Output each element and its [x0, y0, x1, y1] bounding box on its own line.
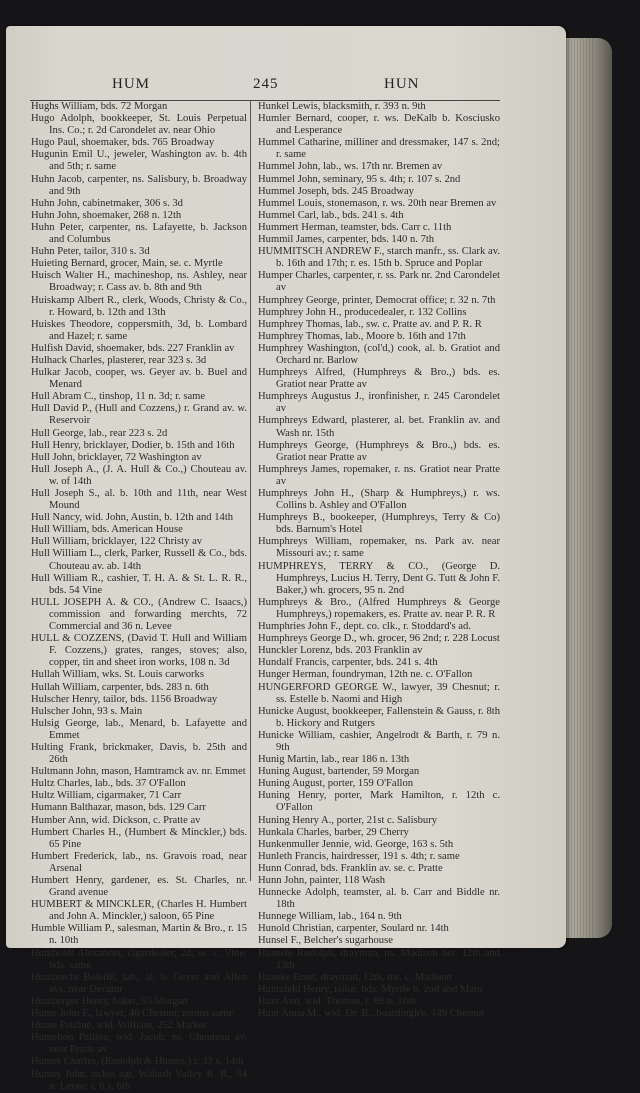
directory-entry: Hummert Herman, teamster, bds. Carr c. 11th — [258, 221, 452, 233]
directory-entry: Hunn Conrad, bds. Franklin av. se. c. Pratte — [258, 862, 443, 874]
directory-entry: Huning Henry A., porter, 21st c. Salisbury — [258, 814, 438, 826]
directory-entry: Hunnecke Adolph, teamster, al. b. Carr and Biddle nr. 18th — [258, 887, 500, 911]
directory-entry: Hunckler Lorenz, bds. 203 Franklin av — [258, 645, 423, 657]
directory-entry: Hulfish David, shoemaker, bds. 227 Franklin av — [31, 342, 235, 354]
directory-entry: Hulting Frank, brickmaker, Davis, b. 25th and 26th — [31, 741, 247, 766]
directory-entry: Hull William, bricklayer, 122 Christy av — [31, 536, 203, 548]
directory-entry: Hull Nancy, wid. John, Austin, b. 12th and 14th — [31, 512, 234, 524]
directory-entry: Hulscher John, 93 s. Main — [31, 705, 143, 717]
running-head-right: HUN — [384, 76, 420, 92]
directory-entry: Hummel Carl, lab., bds. 241 s. 4th — [258, 209, 404, 221]
directory-entry: Huisch Walter H., machineshop, ns. Ashley, near Broadway; r. Cass av. b. 8th and 9th — [31, 270, 247, 294]
directory-entry: Humboldt Alexander, cigardealer, 2d, se. c. Vine; bds. same — [31, 947, 247, 971]
directory-entry: Hull John, bricklayer, 72 Washington av — [31, 451, 202, 463]
directory-entry: Humphreys William, ropemaker, ns. Park av. near Missouri av.; r. same — [258, 536, 500, 560]
directory-entry: Hunkenmuller Jennie, wid. George, 163 s. 5th — [258, 838, 454, 850]
directory-entry: Hummel John, lab., ws. 17th nr. Bremen av — [258, 161, 443, 173]
column-divider — [250, 101, 251, 881]
directory-entry: Hulsig George, lab., Menard, b. Lafayette and Emmet — [31, 717, 247, 741]
directory-entry: Huieting Bernard, grocer, Main, se. c. Myrtle — [31, 258, 223, 270]
running-head-left: HUM — [112, 76, 151, 92]
directory-entry: Humphreys George D., wh. grocer, 96 2nd; r. 228 Locust — [258, 633, 500, 645]
directory-entry: Hunicke August, bookkeeper, Fallenstein & Gauss, r. 8th b. Hickory and Rutgers — [258, 705, 500, 729]
directory-entry: Huning August, bartender, 59 Morgan — [258, 766, 420, 778]
directory-entry: Hull William, bds. American House — [31, 524, 183, 536]
directory-entry: Hummel Catharine, milliner and dressmaker, 147 s. 2nd; r. same — [258, 137, 500, 161]
directory-entry: Humberger Henry, baker, 93 Morgan — [31, 995, 188, 1007]
directory-entry: HUMPHREYS, TERRY & CO., (George D. Humphreys, Lucius H. Terry, Dent G. Tutt & John F. Baker,) wh. grocers, 95 n. 2nd — [258, 560, 500, 596]
directory-entry: Hummel Louis, stonemason, r. ws. 20th near Bremen av — [258, 197, 497, 209]
directory-entry: Hume John F., lawyer, 46 Chesnut; rooms same — [31, 1008, 234, 1020]
directory-entry: Humphreys Augustus J., ironfinisher, r. 245 Carondelet av — [258, 391, 500, 415]
directory-entry: Humbert Charles H., (Humbert & Minckler,) bds. 65 Pine — [31, 826, 247, 850]
directory-entry: Hunn John, painter, 118 Wash — [258, 875, 386, 886]
directory-entry: Humphreys Alfred, (Humphreys & Bro.,) bds. es. Gratiot near Pratte av — [258, 367, 500, 391]
directory-entry: Hunleth Francis, hairdresser, 191 s. 4th; r. same — [258, 850, 460, 862]
directory-entry: Huning August, porter, 159 O'Fallon — [258, 778, 414, 790]
directory-entry: Hulkar Jacob, cooper, ws. Geyer av. b. Buel and Menard — [31, 367, 247, 391]
directory-entry: Hulhack Charles, plasterer, rear 323 s. 3d — [31, 354, 207, 366]
left-column — [31, 101, 247, 1093]
directory-entry: Humphrey John H., producedealer, r. 132 Collins — [258, 306, 467, 318]
directory-entry: Hummel Joseph, bds. 245 Broadway — [258, 185, 414, 197]
directory-entry: Humble William P., salesman, Martin & Bro., r. 15 n. 10th — [31, 923, 247, 947]
directory-entry: Huntzfeld Henry, tailor, bds. Myrtle b. 2nd and Main — [258, 983, 483, 995]
directory-entry: Hunger Herman, foundryman, 12th ne. c. O'Fallon — [258, 669, 473, 681]
directory-entry: Huning Henry, porter, Mark Hamilton, r. 12th c. O'Fallon — [258, 790, 500, 814]
directory-entry: HUMBERT & MINCKLER, (Charles H. Humbert and John A. Minckler,) saloon, 65 Pine — [31, 899, 247, 923]
directory-entry: Hume Pauline, wid. William, 252 Market — [31, 1020, 207, 1032]
directory-entry: Huhn Peter, carpenter, ns. Lafayette, b. Jackson and Columbus — [31, 221, 247, 246]
directory-entry: Humes Charles, (Rudolph & Humes,) r. 33 s. 14th — [31, 1056, 244, 1068]
directory-entry: Humphreys B., bookeeper, (Humphreys, Terry & Co) bds. Barnum's Hotel — [258, 512, 500, 536]
directory-entry: Humphries John F., dept. co. clk., r. Stoddard's ad. — [258, 621, 471, 633]
directory-entry: Hull George, lab., rear 223 s. 2d — [31, 427, 168, 439]
directory-entry: Hunt Anna M., wid. Dr. B., boardingh'e, 149 Chesnut — [258, 1008, 485, 1020]
directory-entry: Hull Abram C., tinshop, 11 n. 3d; r. same — [31, 391, 206, 403]
right-column — [258, 101, 500, 1020]
directory-entry: Hulscher Henry, tailor, bds. 1156 Broadway — [31, 693, 218, 705]
directory-entry: Hundalf Francis, carpenter, bds. 241 s. 4th — [258, 657, 438, 669]
directory-entry: Humphrey Thomas, lab., Moore b. 16th and 17th — [258, 330, 466, 342]
directory-entry: Hunnege William, lab., 164 n. 9th — [258, 911, 402, 923]
directory-entry: Humphreys John H., (Sharp & Humphreys,) r. ws. Collins b. Ashley and O'Fallon — [258, 488, 500, 512]
directory-entry: Hullah William, wks. St. Louis carworks — [31, 669, 204, 681]
directory-entry: Humphrey Washington, (col'd,) cook, al. b. Gratiot and Orchard nr. Barlow — [258, 342, 500, 366]
directory-entry: Humann Balthazar, mason, bds. 129 Carr — [31, 802, 206, 814]
directory-entry: Humphreys James, ropemaker, r. ns. Gratiot near Pratte av — [258, 463, 500, 487]
directory-entry: Humbrecht Boletill, lab., al. b. Geyer and Allen avs. near Decatur — [31, 971, 247, 995]
directory-entry: Hull Joseph A., (J. A. Hull & Co.,) Chouteau av. w. of 14th — [31, 463, 247, 487]
directory-entry: Humbert Henry, gardener, es. St. Charles, nr. Grand avenue — [31, 875, 247, 899]
directory-entry: Humphrey George, printer, Democrat office; r. 32 n. 7th — [258, 294, 496, 306]
directory-entry: Huhn John, cabinetmaker, 306 s. 3d — [31, 197, 183, 209]
directory-entry: Hunkala Charles, barber, 29 Cherry — [258, 826, 409, 838]
directory-entry: Humphreys Edward, plasterer, al. bet. Franklin av. and Wash nr. 15th — [258, 415, 500, 439]
directory-entry: HULL JOSEPH A. & CO., (Andrew C. Isaacs,) commission and forwarding merchts, 72 Commercial and 36 n. Levee — [31, 596, 247, 633]
directory-entry: Huhn Jacob, carpenter, ns. Salisbury, b. Broadway and 9th — [31, 173, 247, 197]
directory-entry: Hugo Paul, shoemaker, bds. 765 Broadway — [31, 137, 215, 149]
directory-entry: Humphreys George, (Humphreys & Bro.,) bds. es. Gratiot near Pratte av — [258, 439, 500, 463]
directory-entry: Huiskamp Albert R., clerk, Woods, Christy & Co., r. Howard, b. 12th and 13th — [31, 294, 247, 318]
directory-entry: Hull David P., (Hull and Cozzens,) r. Grand av. w. Reservoir — [31, 403, 247, 427]
directory-entry: Hull William R., cashier, T. H. A. & St. L. R. R., bds. 54 Vine — [31, 572, 247, 596]
directory-entry: Humbert Frederick, lab., ns. Gravois road, near Arsenal — [31, 850, 247, 874]
directory-entry: Hunold Christian, carpenter, Soulard nr. 14th — [258, 923, 449, 935]
directory-entry: HULL & COZZENS, (David T. Hull and William F. Cozzens,) grates, ranges, stoves; also, copper, tin and sheet iron works, 108 n. 3d — [31, 633, 247, 669]
directory-entry: Humphrey Thomas, lab., sw. c. Pratte av. and P. R. R — [258, 318, 482, 330]
directory-entry: Hull William L., clerk, Parker, Russell & Co., bds. Chouteau av. ab. 14th — [31, 548, 247, 572]
directory-entry: HUNGERFORD GEORGE W., lawyer, 39 Chesnut; r. ss. Estelle b. Naomi and High — [258, 681, 500, 705]
directory-entry: HUMMITSCH ANDREW F., starch manfr., ss. Clark av. b. 16th and 17th; r. es. 15th b. Spruce and Poplar — [258, 246, 500, 270]
directory-entry: Hultz Charles, lab., bds. 37 O'Fallon — [31, 778, 186, 790]
directory-entry: Humes John, ticket agt. Wabash Valley R. R., 54 n. Levee; r. 6 s. 6th — [31, 1068, 247, 1092]
directory-entry: Hunicke William, cashier, Angelrodt & Barth, r. 79 n. 9th — [258, 729, 500, 753]
directory-entry: Huiskes Theodore, coppersmith, 3d, b. Lombard and Hazel; r. same — [31, 318, 247, 342]
directory-entry: Hunig Martin, lab., rear 186 n. 13th — [258, 754, 410, 766]
directory-entry: Humber Ann, wid. Dickson, c. Pratte av — [31, 814, 201, 826]
directory-entry: Huhn Peter, tailor, 310 s. 3d — [31, 246, 150, 258]
directory-entry: Huhn John, shoemaker, 268 n. 12th — [31, 209, 182, 221]
directory-entry: Hunsele Rudolph, drayman, ns. Madison bet. 12th and 13th — [258, 947, 500, 971]
directory-entry: Hummel John, seminary, 95 s. 4th; r. 107 s. 2nd — [258, 173, 461, 185]
directory-entry: Humler Bernard, cooper, r. ws. DeKalb b. Kosciusko and Lesperance — [258, 113, 500, 137]
directory-entry: Hunt Ann, wid. Thomas, r. 69 n. 16th — [258, 995, 417, 1007]
page-number: 245 — [253, 76, 279, 92]
directory-entry: Hullah William, carpenter, bds. 283 n. 6th — [31, 681, 209, 693]
directory-entry: Hugunin Emil U., jeweler, Washington av. b. 4th and 5th; r. same — [31, 149, 247, 173]
directory-entry: Hultmann John, mason, Hamtramck av. nr. Emmet — [31, 766, 246, 778]
directory-entry: Hunsel F., Belcher's sugarhouse — [258, 935, 393, 947]
directory-entry: Hunkel Lewis, blacksmith, r. 393 n. 9th — [258, 101, 426, 112]
directory-entry: Humper Charles, carpenter, r. ss. Park nr. 2nd Carondelet av — [258, 270, 500, 294]
directory-entry: Hull Henry, bricklayer, Dodier, b. 15th and 16th — [31, 439, 235, 451]
directory-entry: Hultz William, cigarmaker, 71 Carr — [31, 790, 182, 802]
directory-entry: Humelton Palissa, wid. Jacob, ns. Chouteau av. near Pratte av — [31, 1032, 247, 1056]
directory-entry: Humphreys & Bro., (Alfred Humphreys & George Humphreys,) ropemakers, es. Pratte av. near P. R. R — [258, 596, 500, 620]
directory-entry: Hunske Ernst, drayman, 12th, nw. c. Madison — [258, 971, 452, 983]
directory-entry: Hugo Adolph, bookkeeper, St. Louis Perpetual Ins. Co.; r. 2d Carondelet av. near Ohio — [31, 113, 247, 137]
directory-entry: Hughs William, bds. 72 Morgan — [31, 101, 168, 112]
directory-entry: Hull Joseph S., al. b. 10th and 11th, near West Mound — [31, 488, 247, 512]
directory-entry: Hummil James, carpenter, bds. 140 n. 7th — [258, 234, 435, 246]
